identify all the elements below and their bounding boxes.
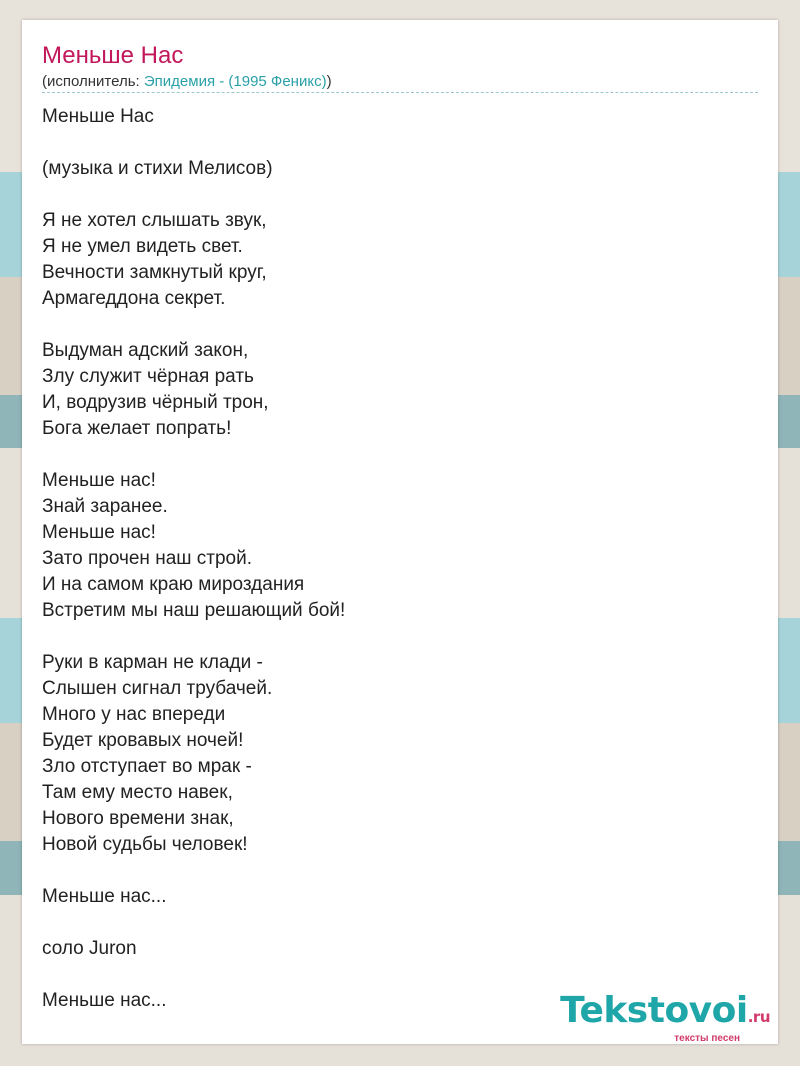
logo-tagline: тексты песен [674, 1033, 740, 1044]
lyrics-line: Руки в карман не клади - [42, 652, 263, 673]
lyrics-blank-line [42, 182, 345, 208]
artist-suffix: ) [326, 73, 332, 90]
title-divider [42, 92, 758, 93]
lyrics-line: Там ему место навек, [42, 782, 233, 803]
lyrics-blank-line [42, 442, 345, 468]
lyrics-line: Знай заранее. [42, 496, 168, 517]
lyrics-line: Я не умел видеть свет. [42, 236, 243, 257]
lyrics-text [42, 104, 345, 1014]
lyrics-blank-line [42, 130, 345, 156]
lyrics-line: Меньше нас... [42, 886, 167, 907]
lyrics-blank-line [42, 858, 345, 884]
lyrics-line: Вечности замкнутый круг, [42, 262, 267, 283]
lyrics-blank-line [42, 910, 345, 936]
lyrics-line: Нового времени знак, [42, 808, 234, 829]
lyrics-line: Будет кровавых ночей! [42, 730, 244, 751]
song-title: Меньше Нас [42, 42, 184, 69]
lyrics-line: Меньше Нас [42, 106, 154, 127]
lyrics-line: Встретим мы наш решающий бой! [42, 600, 346, 621]
lyrics-line: Злу служит чёрная рать [42, 366, 254, 387]
lyrics-line: Много у нас впереди [42, 704, 226, 725]
lyrics-line: Меньше нас... [42, 990, 167, 1011]
lyrics-blank-line [42, 312, 345, 338]
lyrics-line: Я не хотел слышать звук, [42, 210, 267, 231]
lyrics-line: Меньше нас! [42, 470, 156, 491]
lyrics-card [22, 20, 778, 1044]
artist-prefix: (исполнитель: [42, 73, 144, 90]
logo-tld: .ru [747, 1008, 770, 1026]
lyrics-line: Меньше нас! [42, 522, 156, 543]
lyrics-line: И на самом краю мироздания [42, 574, 305, 595]
artist-link[interactable]: Эпидемия - (1995 Феникс) [143, 73, 327, 90]
lyrics-line: Зло отступает во мрак - [42, 756, 252, 777]
lyrics-line: Новой судьбы человек! [42, 834, 248, 855]
logo-name: Tekstovoi [560, 990, 748, 1031]
lyrics-line: Выдуман адский закон, [42, 340, 249, 361]
lyrics-line: Зато прочен наш строй. [42, 548, 253, 569]
lyrics-line: (музыка и стихи Мелисов) [42, 158, 273, 179]
lyrics-line: соло Juron [42, 938, 137, 959]
lyrics-line: Слышен сигнал трубачей. [42, 678, 273, 699]
lyrics-blank-line [42, 962, 345, 988]
site-logo[interactable] [560, 990, 770, 1044]
lyrics-line: Армагеддона секрет. [42, 288, 226, 309]
lyrics-line: Бога желает попрать! [42, 418, 232, 439]
lyrics-blank-line [42, 624, 345, 650]
artist-line [42, 73, 332, 90]
lyrics-line: И, водрузив чёрный трон, [42, 392, 269, 413]
